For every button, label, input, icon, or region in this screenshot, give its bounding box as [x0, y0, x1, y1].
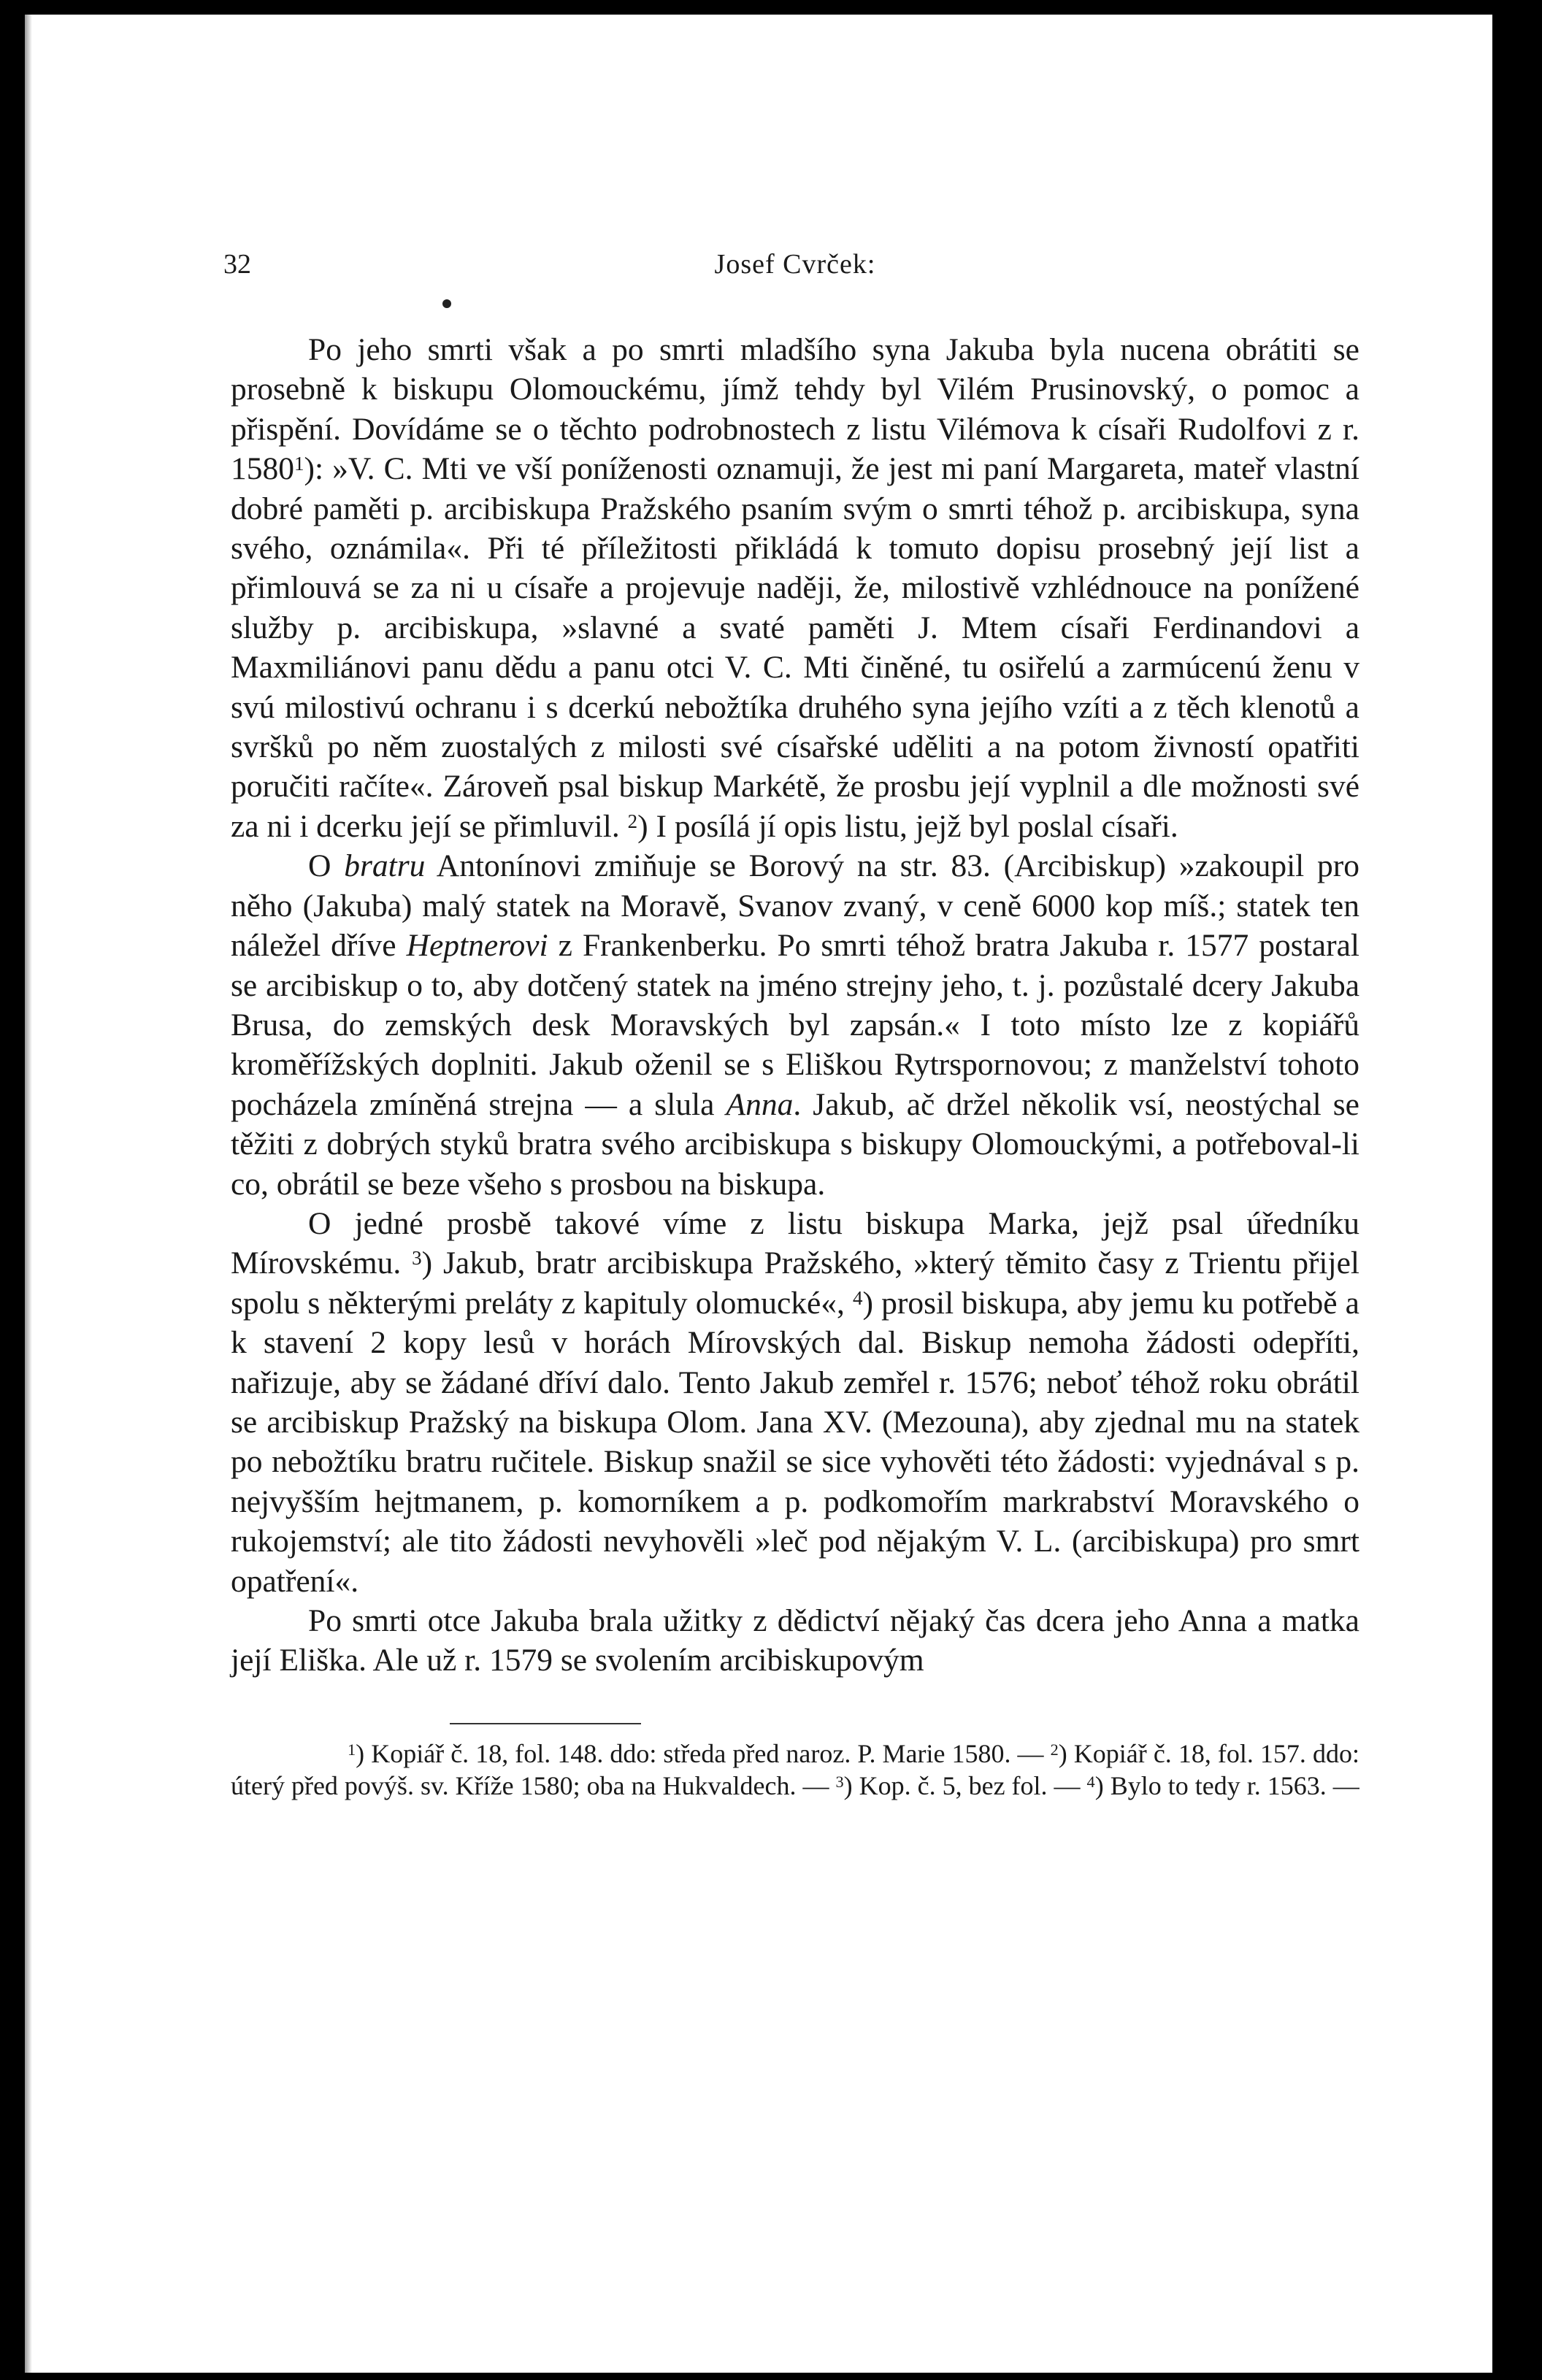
footnote-ref: 3: [412, 1247, 422, 1270]
text-run: ) I posílá jí opis listu, jejž byl poslal císaři.: [637, 808, 1178, 844]
text-run: z Frankenberku. Po smrti téhož bratra Jakuba r. 1577 postaral se arcibiskup o to, aby dotčený statek na jméno strejny jeho, t. j. pozůstalé dcery Jakuba Brusa, do zemských desk Moravských byl zapsán.« I toto místo lze z kopiářů kroměřížských doplniti. Jakub oženil se s Eliškou Rytrspornovou; z manželství tohoto pocházela zmíněná strejna — a slula: [231, 928, 1359, 1122]
italic-text: bratru: [344, 848, 426, 884]
italic-text: Anna: [726, 1086, 794, 1122]
text-run: ) Jakub, bratr arcibiskupa Pražského, »který těmito časy z Trientu přijel spolu s některými preláty z kapituly olomucké«,: [231, 1245, 1359, 1321]
running-title: Josef Cvrček:: [714, 249, 876, 280]
text-run: ) Bylo to tedy r. 1563. —: [1094, 1770, 1359, 1800]
footnote-paragraph: [231, 1738, 1359, 1802]
text-run: Po smrti otce Jakuba brala užitky z dědictví nějaký čas dcera jeho Anna a matka její Eliška. Ale už r. 1579 se svolením arcibiskupovým: [231, 1603, 1359, 1678]
footnotes: [231, 1738, 1359, 1802]
text-run: Po jeho smrti však a po smrti mladšího syna Jakuba byla nucena obrátiti se prosebně k biskupu Olomouckému, jímž tehdy byl Vilém Prusinovský, o pomoc a přispění. Dovídáme se o těchto podrobnostech z listu Vilémova k císaři Rudolfovi z r. 1580: [231, 332, 1359, 487]
footnote-ref: 1: [348, 1740, 356, 1759]
page-number: 32: [223, 249, 251, 280]
footnote-ref: 1: [294, 453, 304, 475]
paragraph: [231, 1204, 1359, 1601]
text-run: O jedné prosbě takové víme z listu biskupa Marka, jejž psal úředníku Mírovskému.: [231, 1205, 1359, 1281]
footnote-ref: 4: [1086, 1772, 1095, 1791]
text-run: Antonínovi zmiňuje se Borový na str. 83. (Arcibiskup) »zakoupil pro něho (Jakuba) malý statek na Moravě, Svanov zvaný, v ceně 6000 kop míš.; statek ten náležel dříve: [231, 848, 1359, 964]
text-run: ) prosil biskupa, aby jemu ku potřebě a k stavení 2 kopy lesů v horách Mírovských dal. Biskup nemoha žádosti odepříti, nařizuje, aby se žádané dříví dalo. Tento Jakub zemřel r. 1576; neboť téhož roku obrátil se arcibiskup Pražský na biskupa Olom. Jana XV. (Mezouna), aby zjednal mu na statek po nebožtíku bratru ručitele. Biskup snažil se sice vyhověti této žádosti: vyjednával s p. nejvyšším hejtmanem, p. komorníkem a p. podkomořím markrabství Moravského o rukojemství; ale tito žádosti nevyhověli »leč pod nějakým V. L. (arcibiskupa) pro smrt opatření«.: [231, 1285, 1359, 1599]
footnote-rule: [450, 1723, 641, 1724]
binding-edge: [25, 15, 32, 2373]
footnote-ref: 2: [627, 810, 638, 832]
ink-dot: [442, 299, 451, 308]
text-run: ) Kopiář č. 18, fol. 148. ddo: středa před naroz. P. Marie 1580. —: [356, 1738, 1051, 1768]
text-run: O: [308, 848, 345, 884]
footnote-ref: 3: [835, 1772, 844, 1791]
footnote-ref: 4: [853, 1286, 863, 1309]
paragraph: [231, 1601, 1359, 1681]
book-page: [223, 248, 1359, 1802]
paragraph: [231, 846, 1359, 1204]
text-run: ): »V. C. Mti ve vší poníženosti oznamuji, že jest mi paní Margareta, mateř vlastní dobré paměti p. arcibiskupa Pražského psaním svým o smrti téhož p. arcibiskupa, syna svého, oznámila«. Při té příležitosti přikládá k tomuto dopisu prosebný její list a přimlouvá se za ni u císaře a projevuje naději, že, milostivě vzhlédnouce na ponížené služby p. arcibiskupa, »slavné a svaté paměti J. Mtem císaři Ferdinandovi a Maxmiliánovi panu dědu a panu otci V. C. Mti činěné, tu osiřelú a zarmúcenú ženu v svú milostivú ochranu i s dcerkú nebožtíka druhého syna jejího vzíti a z těch klenotů a svršků po něm zuostalých z milosti své císařské uděliti a na potom živností opatřiti poručiti račíte«. Zároveň psal biskup Markétě, že prosbu její vyplnil a dle možnosti své za ni i dcerku její se přimluvil.: [231, 451, 1359, 844]
text-run: . Jakub, ač držel několik vsí, neostýchal se těžiti z dobrých styků bratra svého arcibiskupa s biskupy Olomouckými, a potřeboval-li co, obrátil se beze všeho s prosbou na biskupa.: [231, 1086, 1359, 1202]
running-head: [223, 248, 1359, 291]
italic-text: Heptnerovi: [406, 928, 548, 964]
body-text: [231, 330, 1359, 1681]
text-run: ) Kopiář č. 18, fol. 157. ddo: úterý před povýš. sv. Kříže 1580; oba na Hukvaldech. —: [231, 1738, 1359, 1800]
paragraph: [231, 330, 1359, 846]
footnote-ref: 2: [1050, 1740, 1059, 1759]
text-run: ) Kop. č. 5, bez fol. —: [843, 1770, 1087, 1800]
